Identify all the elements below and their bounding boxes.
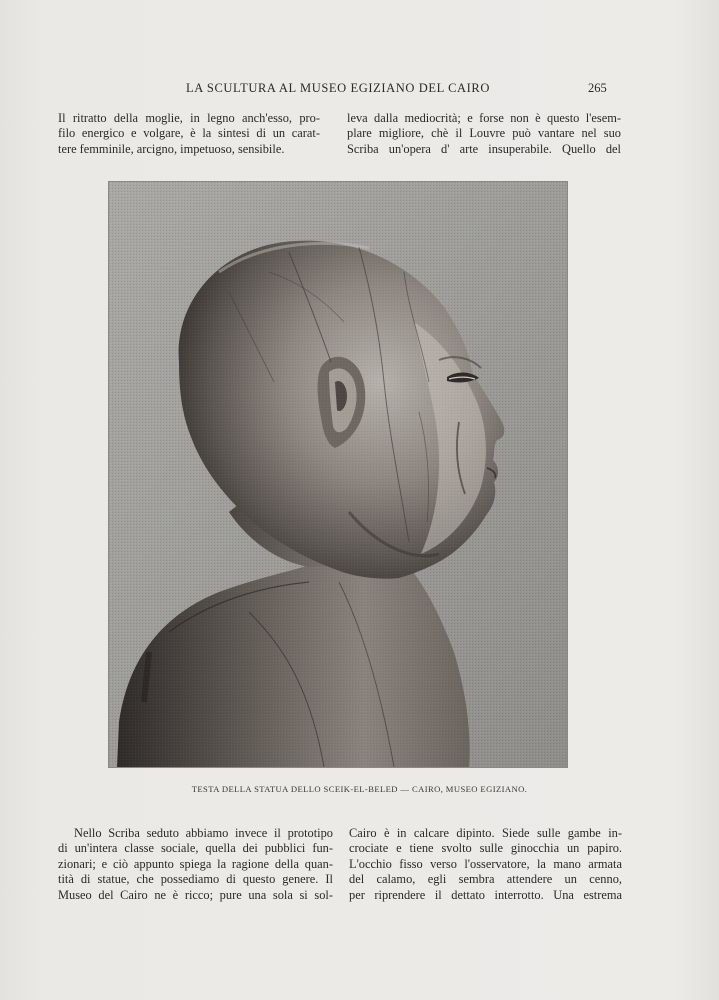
text-line: zionari; e ciò appunto spiega la ragione della quan- bbox=[58, 856, 333, 871]
text-line: Il ritratto della moglie, in legno anch'esso, pro- bbox=[58, 111, 320, 125]
paragraph-top-right bbox=[347, 111, 621, 157]
text-line: di un'intera classe sociale, quella dei pubblici fun- bbox=[58, 841, 333, 856]
text-line: crociate e tiene svolto sulle ginocchia un papiro. bbox=[349, 841, 622, 856]
text-line: tere femminile, arcigno, impetuoso, sensibile. bbox=[58, 141, 285, 156]
figure-caption bbox=[0, 784, 719, 794]
text-line: leva dalla mediocrità; e forse non è questo l'esem- bbox=[347, 111, 621, 125]
text-line: del calamo, egli sembra attendere un cenno, bbox=[349, 872, 622, 887]
text-line: Scriba un'opera d' arte insuperabile. Quello del bbox=[347, 141, 621, 156]
text-line: Museo del Cairo ne è ricco; pure una sola si sol- bbox=[58, 887, 333, 902]
text-line: plare migliore, chè il Louvre può vantare nel suo bbox=[347, 126, 621, 141]
paragraph-top-left bbox=[58, 111, 320, 157]
text-line: tità di statue, che possediamo di questo genere. Il bbox=[58, 872, 333, 887]
text-line: per riprendere il dettato interrotto. Una estrema bbox=[349, 887, 622, 902]
bust-profile-illustration bbox=[109, 182, 567, 767]
text-line: L'occhio fisso verso l'osservatore, la mano armata bbox=[349, 856, 622, 871]
paragraph-bottom-right bbox=[349, 826, 622, 903]
running-title: LA SCULTURA AL MUSEO EGIZIANO DEL CAIRO bbox=[186, 81, 490, 95]
text-line: Cairo è in calcare dipinto. Siede sulle gambe in- bbox=[349, 826, 622, 840]
paragraph-bottom-left bbox=[58, 826, 333, 903]
text-line: filo energico e volgare, è la sintesi di un carat- bbox=[58, 126, 320, 141]
page-number: 265 bbox=[588, 81, 607, 95]
caption-text: TESTA DELLA STATUA DELLO SCEIK-EL-BELED — CAIRO, MUSEO EGIZIANO. bbox=[191, 784, 528, 794]
sculpture-photograph bbox=[109, 182, 567, 767]
text-line: Nello Scriba seduto abbiamo invece il prototipo bbox=[74, 826, 333, 840]
